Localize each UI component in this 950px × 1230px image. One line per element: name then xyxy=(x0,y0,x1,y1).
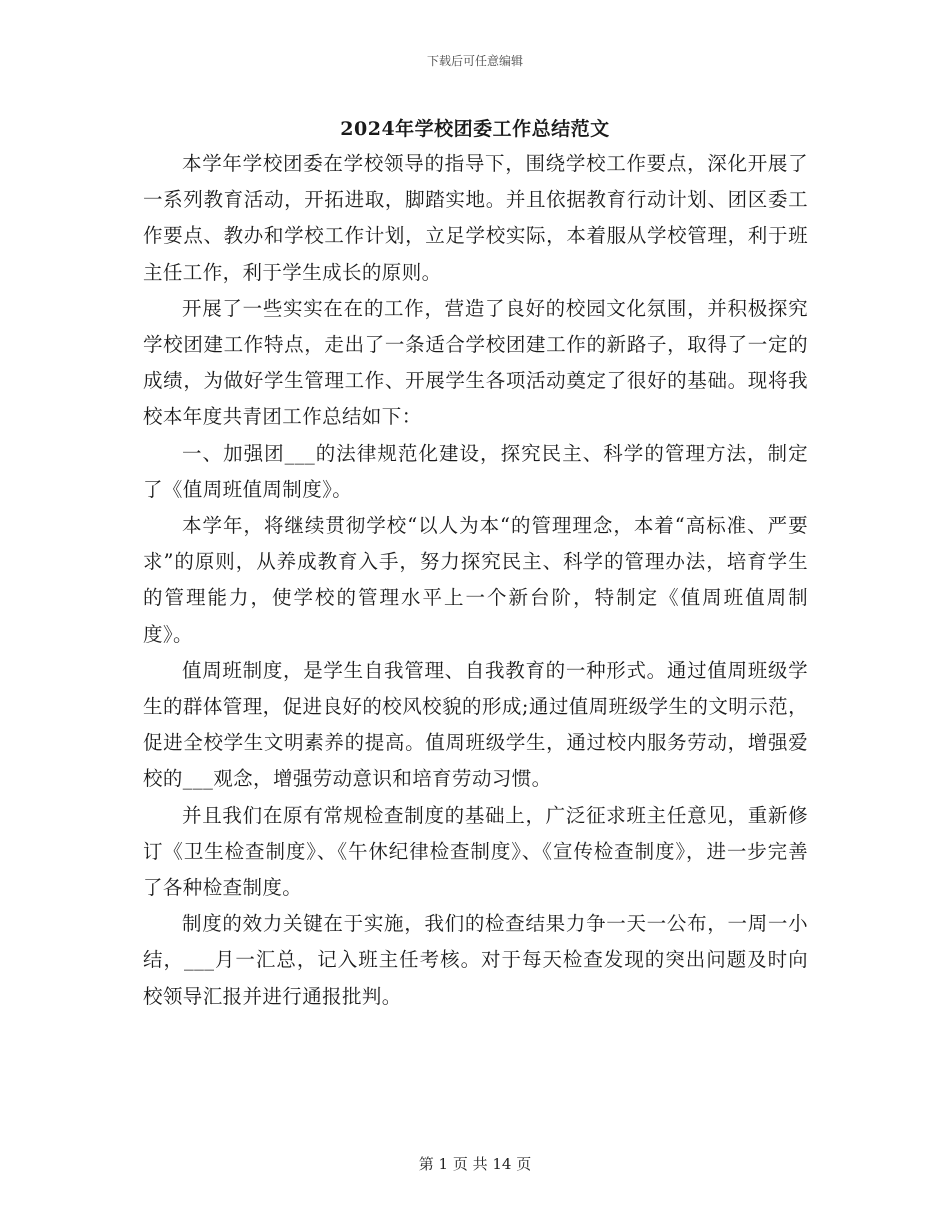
paragraph-implementation: 制度的效力关键在于实施，我们的检查结果力争一天一公布，一周一小结，___月一汇总，记入班主任考核。对于每天检查发现的突出问题及时向校领导汇报并进行通报批判。 xyxy=(143,912,808,1008)
paragraph-management-concept: 本学年，将继续贯彻学校“以人为本“的管理理念，本着“高标准、严要求”的原则，从养成教育入手，努力探究民主、科学的管理办法，培育学生的管理能力，使学校的管理水平上一个新台阶，特制定《值周班值周制度》。 xyxy=(143,514,808,646)
paragraph-inspection-rules: 并且我们在原有常规检查制度的基础上，广泛征求班主任意见，重新修订《卫生检查制度》、《午休纪律检查制度》、《宣传检查制度》，进一步完善了各种检查制度。 xyxy=(143,803,808,900)
document-title: 2024年学校团委工作总结范文 xyxy=(340,118,610,140)
paragraph-duty-class-system: 值周班制度，是学生自我管理、自我教育的一种形式。通过值周班级学生的群体管理，促进良好的校风校貌的形成;通过值周班级学生的文明示范，促进全校学生文明素养的提高。值周班级学生，通过校内服务劳动，增强爱校的___观念，增强劳动意识和培育劳动习惯。 xyxy=(143,658,808,791)
paragraph-section-one: 一、加强团___的法律规范化建设，探究民主、科学的管理方法，制定了《值周班值周制度》。 xyxy=(143,441,808,501)
page-number-indicator: 第 1 页 共 14 页 xyxy=(418,1155,532,1173)
page-header-note: 下载后可任意编辑 xyxy=(426,54,523,68)
document-body xyxy=(143,146,808,1015)
paragraph-achievements: 开展了一些实实在在的工作，营造了良好的校园文化氛围，并积极探究学校团建工作特点，走出了一条适合学校团建工作的新路子，取得了一定的成绩，为做好学生管理工作、开展学生各项活动奠定了很好的基础。现将我校本年度共青团工作总结如下： xyxy=(143,296,808,429)
paragraph-intro: 本学年学校团委在学校领导的指导下，围绕学校工作要点，深化开展了一系列教育活动，开拓进取，脚踏实地。并且依据教育行动计划、团区委工作要点、教办和学校工作计划，立足学校实际，本着服从学校管理，利于班主任工作，利于学生成长的原则。 xyxy=(143,152,808,284)
